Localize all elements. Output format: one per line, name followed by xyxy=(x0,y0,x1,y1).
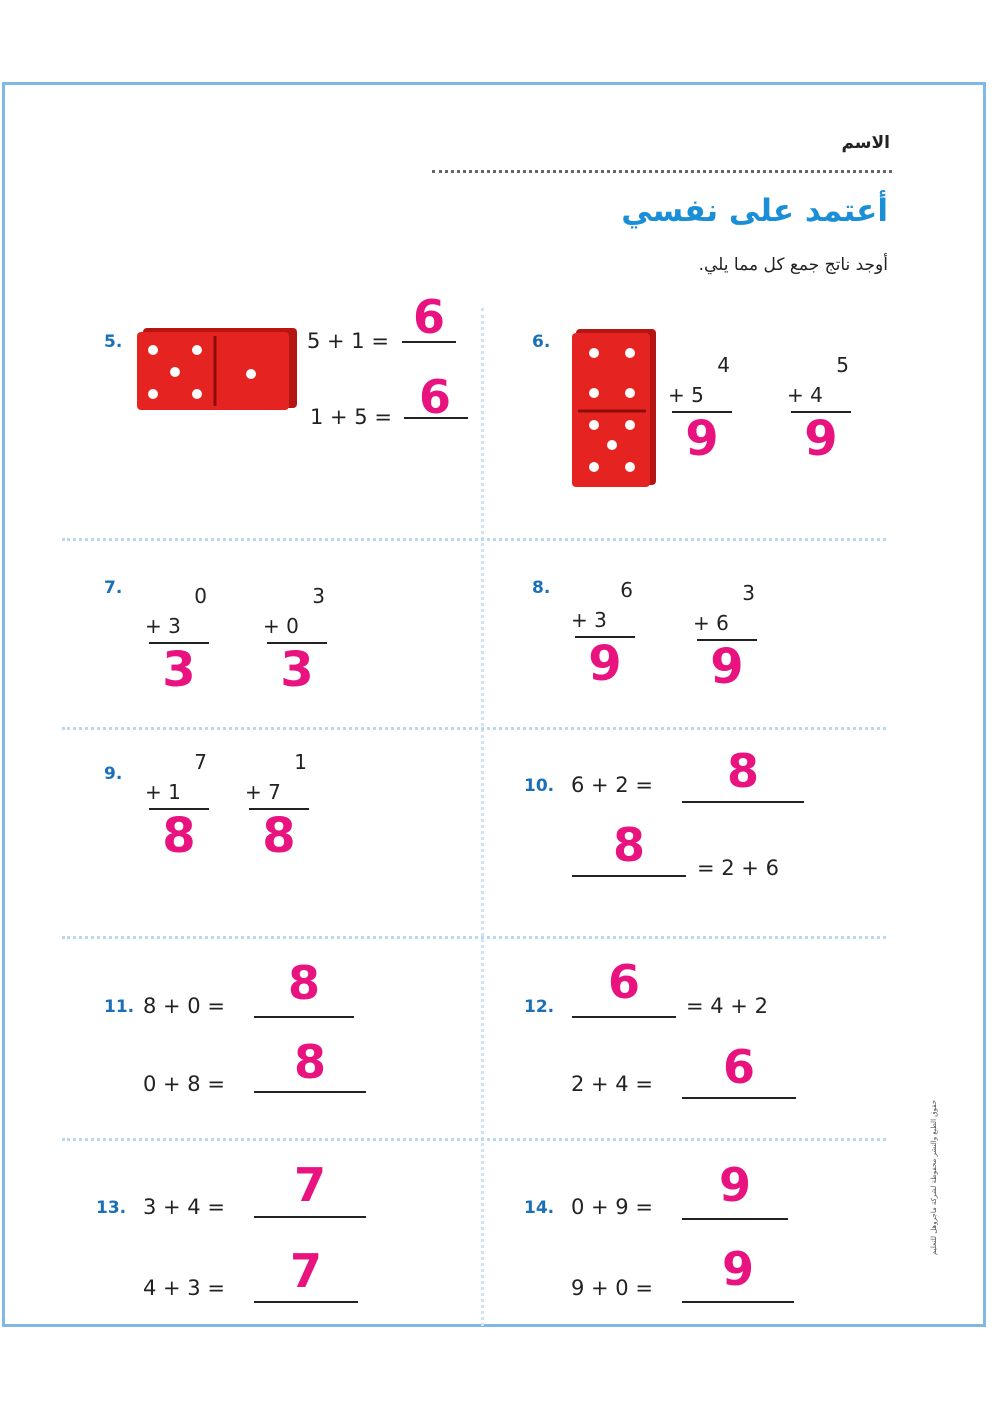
answer-line[interactable] xyxy=(254,1091,366,1093)
equation: 9 + 0 = xyxy=(571,1276,653,1300)
vertical-addition: 3 + 6 9 xyxy=(693,581,763,695)
problem-number: 14. xyxy=(524,1198,555,1218)
answer-line[interactable] xyxy=(682,1218,788,1220)
answer-line[interactable] xyxy=(404,417,468,419)
domino-vertical-icon xyxy=(570,327,658,489)
equation: 0 + 8 = xyxy=(143,1072,225,1096)
equation: 4 + 3 = xyxy=(143,1276,225,1300)
vertical-addition: 1 + 7 8 xyxy=(245,750,315,864)
answer-line[interactable] xyxy=(254,1216,366,1218)
equation: 2 + 4 = xyxy=(571,1072,653,1096)
answer: 9 xyxy=(721,1242,754,1296)
answer: 9 xyxy=(588,636,622,692)
answer-line[interactable] xyxy=(572,875,686,877)
problem-number: 13. xyxy=(96,1198,127,1218)
equation: 5 + 1 = xyxy=(307,329,389,353)
answer-line[interactable] xyxy=(254,1301,358,1303)
name-line[interactable] xyxy=(432,170,892,173)
row-divider xyxy=(62,727,886,730)
answer: 3 xyxy=(162,642,196,698)
problem-number: 9. xyxy=(104,764,123,784)
answer-line[interactable] xyxy=(682,801,804,803)
answer: 9 xyxy=(685,411,719,467)
vertical-addition: 0 + 3 3 xyxy=(145,584,215,698)
column-divider xyxy=(481,308,484,1326)
problem-number: 7. xyxy=(104,578,123,598)
copyright-note: حقوق الطبع والنشر محفوظة لشركة ماجروهل للتعليم xyxy=(930,1099,938,1255)
answer: 8 xyxy=(726,744,759,798)
answer: 6 xyxy=(412,290,445,344)
problem-number: 10. xyxy=(524,776,555,796)
row-divider xyxy=(62,936,886,939)
answer: 6 xyxy=(607,955,640,1009)
equation: 1 + 5 = xyxy=(310,405,392,429)
problem-number: 5. xyxy=(104,332,123,352)
vertical-addition: 5 + 4 9 xyxy=(787,353,857,467)
answer: 9 xyxy=(710,639,744,695)
answer-line[interactable] xyxy=(682,1097,796,1099)
answer: 7 xyxy=(289,1244,322,1298)
vertical-addition: 7 + 1 8 xyxy=(145,750,215,864)
equation: 8 + 0 = xyxy=(143,994,225,1018)
answer: 9 xyxy=(718,1158,751,1212)
domino-horizontal-icon xyxy=(135,326,300,414)
problem-number: 12. xyxy=(524,997,555,1017)
answer: 6 xyxy=(418,370,451,424)
equation: = 2 + 6 xyxy=(697,856,779,880)
answer-line[interactable] xyxy=(682,1301,794,1303)
name-label: الاسم xyxy=(841,133,890,153)
row-divider xyxy=(62,1138,886,1141)
answer: 6 xyxy=(722,1040,755,1094)
problem-number: 8. xyxy=(532,578,551,598)
problem-number: 11. xyxy=(104,997,135,1017)
answer: 9 xyxy=(804,411,838,467)
answer-line[interactable] xyxy=(402,341,456,343)
instruction-text: أوجد ناتج جمع كل مما يلي. xyxy=(698,255,888,275)
answer: 3 xyxy=(280,642,314,698)
equation: 6 + 2 = xyxy=(571,773,653,797)
vertical-addition: 6 + 3 9 xyxy=(571,578,641,692)
page-title: أعتمد على نفسي xyxy=(621,193,888,229)
answer-line[interactable] xyxy=(572,1016,676,1018)
equation: 3 + 4 = xyxy=(143,1195,225,1219)
equation: = 4 + 2 xyxy=(686,994,768,1018)
vertical-addition: 3 + 0 3 xyxy=(263,584,333,698)
problem-number: 6. xyxy=(532,332,551,352)
equation: 0 + 9 = xyxy=(571,1195,653,1219)
answer: 7 xyxy=(293,1158,326,1212)
row-divider xyxy=(62,538,886,541)
answer: 8 xyxy=(612,818,645,872)
answer: 8 xyxy=(262,808,296,864)
vertical-addition: 4 + 5 9 xyxy=(668,353,738,467)
answer: 8 xyxy=(162,808,196,864)
answer: 8 xyxy=(287,956,320,1010)
answer-line[interactable] xyxy=(254,1016,354,1018)
answer: 8 xyxy=(293,1035,326,1089)
